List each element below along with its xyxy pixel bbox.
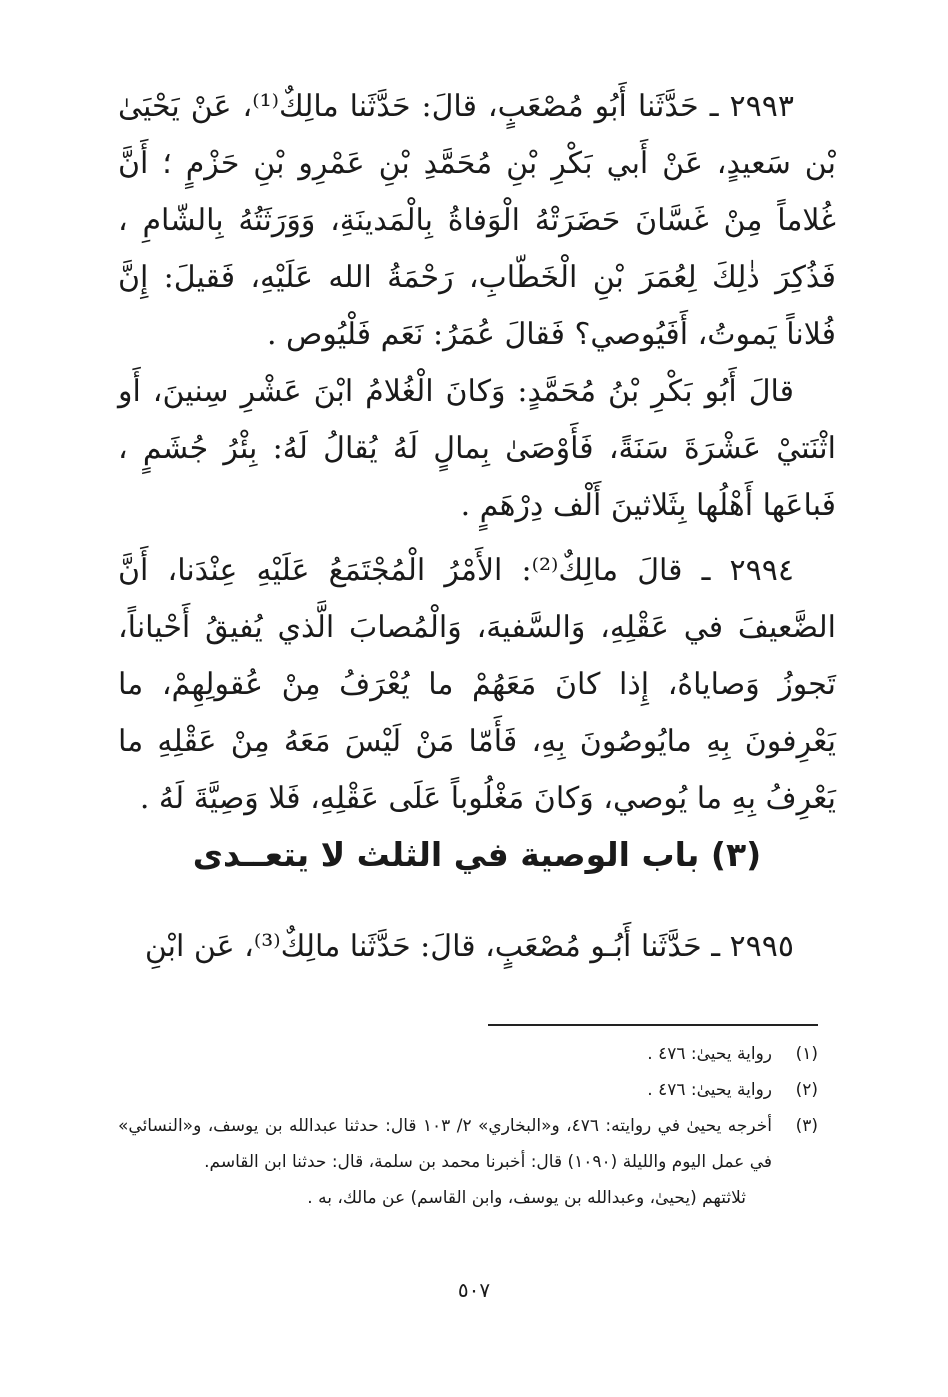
commentary-paragraph: قالَ أَبُو بَكْرِ بْنُ مُحَمَّدٍ: وَكانَ الْغُلامُ ابْنَ عَشْرِ سِنينَ، أَو اثْنَتيْ عَشْرَةَ سَنَةً، فَأَوْصَىٰ بِمالٍ لَهُ يُقالُ لَهُ: بِئْرُ جُشَمٍ ، فَباعَها أَهْلُها بِثَلاثينَ أَلْف دِرْهَمٍ . xyxy=(118,374,836,523)
scan-mark xyxy=(934,1132,940,1142)
footnote-1 xyxy=(118,1036,818,1072)
page-number: ٥٠٧ xyxy=(457,1278,491,1302)
footnote-text: رواية يحيىٰ: ٤٧٦ . xyxy=(647,1080,772,1100)
footnote-number: (١) xyxy=(795,1044,818,1064)
footnote-3 xyxy=(118,1108,818,1180)
hadith-2995: ٢٩٩٥ ـ حَدَّثَنا أَبُـو مُصْعَبٍ، قالَ: حَدَّثَنا مالِكٌ⁽³⁾، عَن ابْنِ xyxy=(144,929,794,964)
footnote-number: (٣) xyxy=(795,1116,818,1136)
main-text xyxy=(118,78,836,827)
hadith-2993: ٢٩٩٣ ـ حَدَّثَنا أَبُو مُصْعَبٍ، قالَ: حَدَّثَنا مالِكٌ⁽¹⁾، عَنْ يَحْيَىٰ بْن سَعيدٍ، عَنْ أَبي بَكْرِ بْنِ مُحَمَّدِ بْنِ عَمْرِو بْنِ حَزْمٍ ؛ أَنَّ غُلاماً مِنْ غَسَّانَ حَضَرَتْهُ الْوَفاةُ بِالْمَدينَةِ، وَوَرَثَتُهُ بِالشّامِ ، فَذُكِرَ ذٰلِكَ لِعُمَرَ بْنِ الْخَطّابِ، رَحْمَةُ الله عَلَيْهِ، فَقيلَ: إِنَّ فُلاناً يَموتُ، أَفَيُوصي؟ فَقالَ عُمَرُ: نَعَم فَلْيُوص . xyxy=(118,89,836,352)
footnote-number: (٢) xyxy=(795,1080,818,1100)
footnote-divider xyxy=(488,1024,818,1026)
hadith-2994: ٢٩٩٤ ـ قالَ مالِكٌ⁽²⁾: الأَمْرُ الْمُجْتَمَعُ عَلَيْهِ عِنْدَنا، أَنَّ الضَّعيفَ في عَقْلِهِ، وَالسَّفيهَ، وَالْمُصابَ الَّذي يُفيقُ أَحْياناً، تَجوزُ وَصاياهُ، إِذا كانَ مَعَهُمْ ما يُعْرَفُ مِنْ عُقولِهِمْ، ما يَعْرِفونَ بِهِ مايُوصُونَ بِهِ، فَأَمّا مَنْ لَيْسَ مَعَهُ مِنْ عَقْلِهِ ما يَعْرِفُ بِهِ ما يُوصي، وَكانَ مَغْلُوباً عَلَى عَقْلِهِ، فَلا وَصِيَّةَ لَهُ . xyxy=(118,553,836,816)
footnote-2 xyxy=(118,1072,818,1108)
footnote-3-continuation: ثلاثتهم (يحيىٰ، وعبدالله بن يوسف، وابن القاسم) عن مالك، به . xyxy=(307,1188,746,1208)
footnote-text: رواية يحيىٰ: ٤٧٦ . xyxy=(647,1044,772,1064)
chapter-heading: (٣) باب الوصية في الثلث لا يتعــدى xyxy=(192,835,762,874)
footnotes xyxy=(118,1036,818,1216)
footnote-text: أخرجه يحيىٰ في روايته: ٤٧٦، و«البخاري» ٢/ ١٠٣ قال: حدثنا عبدالله بن يوسف، و«النسائي» في عمل اليوم والليلة (١٠٩٠) قال: أخبرنا محمد بن سلمة، قال: حدثنا ابن القاسم. xyxy=(118,1116,772,1172)
